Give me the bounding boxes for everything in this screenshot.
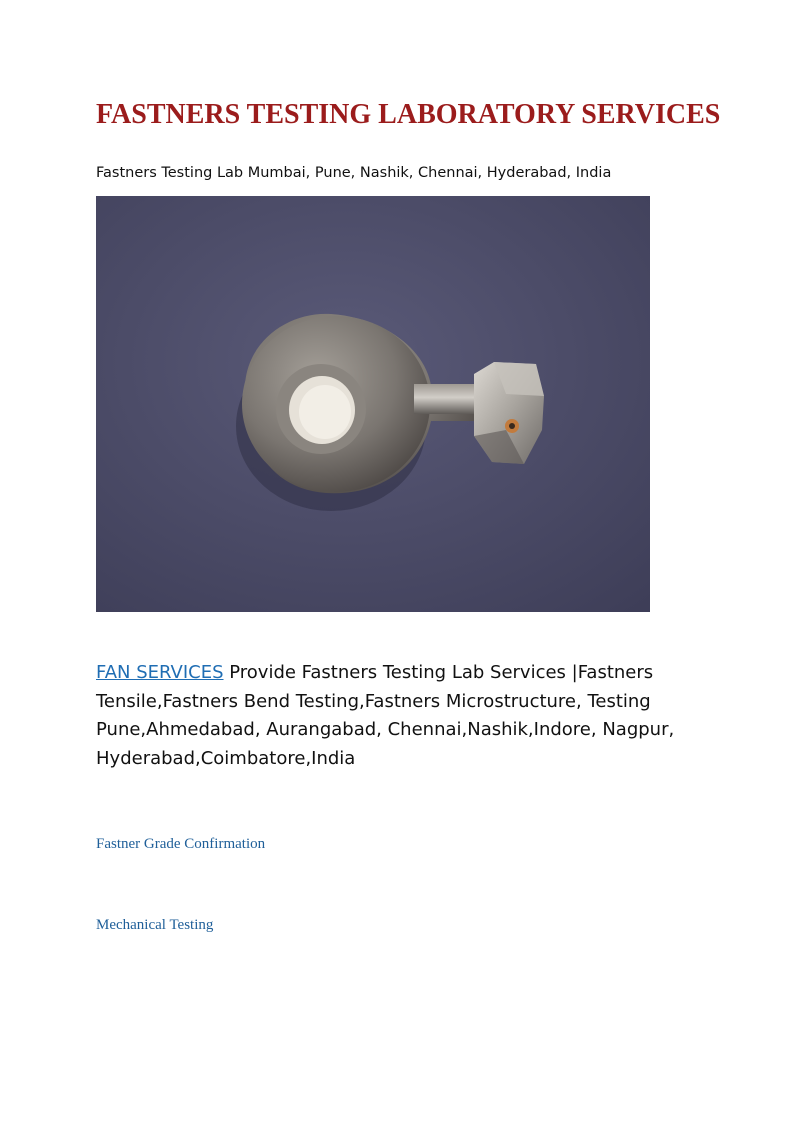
heading-grade-confirmation[interactable]: Fastner Grade Confirmation bbox=[96, 836, 266, 852]
intro-paragraph bbox=[96, 659, 696, 773]
page-title: FASTNERS TESTING LABORATORY SERVICES bbox=[96, 99, 721, 130]
intro-text: Provide Fastners Testing Lab Services |Fastners Tensile,Fastners Bend Testing,Fastners Microstructure, Testing Pune,Ahmedabad, Aurangabad, Chennai,Nashik,Indore, Nagpur, Hyderabad,Coimbatore,India bbox=[96, 662, 675, 769]
fastener-eye-bolt-photo bbox=[96, 196, 650, 612]
heading-mechanical-testing[interactable]: Mechanical Testing bbox=[96, 917, 214, 933]
page-subtitle: Fastners Testing Lab Mumbai, Pune, Nashik, Chennai, Hyderabad, India bbox=[96, 165, 612, 181]
fastener-photo bbox=[96, 196, 650, 612]
fan-services-link[interactable]: FAN SERVICES bbox=[96, 662, 224, 683]
